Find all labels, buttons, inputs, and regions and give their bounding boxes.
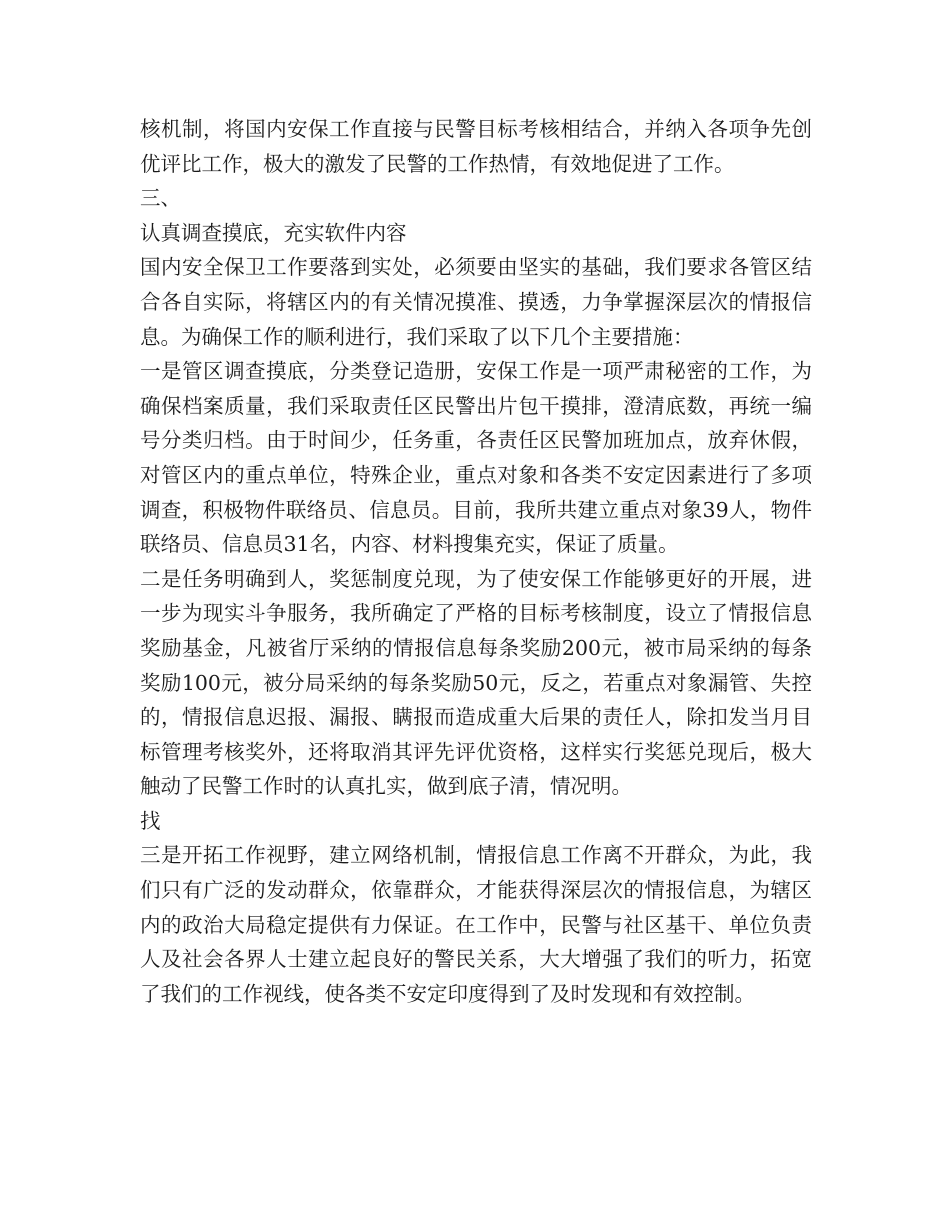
document-body (140, 112, 812, 1011)
paragraph-measure-3: 三是开拓工作视野，建立网络机制，情报信息工作离不开群众，为此，我们只有广泛的发动群众，依靠群众，才能获得深层次的情报信息，为辖区内的政治大局稳定提供有力保证。在工作中，民警与社区基干、单位负责人及社会各界人士建立起良好的警民关系，大大增强了我们的听力，拓宽了我们的工作视线，使各类不安定印度得到了及时发现和有效控制。 (140, 843, 812, 1006)
section-number: 三、 (140, 186, 181, 211)
paragraph-measure-1: 一是管区调查摸底，分类登记造册，安保工作是一项严肃秘密的工作，为确保档案质量，我们采取责任区民警出片包干摸排，澄清底数，再统一编号分类归档。由于时间少，任务重，各责任区民警加班加点，放弃休假，对管区内的重点单位，特殊企业，重点对象和各类不安定因素进行了多项调查，积极物件联络员、信息员。目前，我所共建立重点对象39人，物件联络员、信息员31名，内容、材料搜集充实，保证了质量。 (140, 359, 812, 557)
stray-character: 找 (140, 808, 161, 833)
section-heading: 认真调查摸底，充实软件内容 (140, 220, 407, 245)
paragraph-intro: 国内安全保卫工作要落到实处，必须要由坚实的基础，我们要求各管区结合各自实际，将辖区内的有关情况摸准、摸透，力争掌握深层次的情报信息。为确保工作的顺利进行，我们采取了以下几个主要措施： (140, 255, 812, 349)
paragraph-measure-2: 二是任务明确到人，奖惩制度兑现，为了使安保工作能够更好的开展，进一步为现实斗争服务，我所确定了严格的目标考核制度，设立了情报信息奖励基金，凡被省厅采纳的情报信息每条奖励200元，被市局采纳的每条奖励100元，被分局采纳的每条奖励50元，反之，若重点对象漏管、失控的，情报信息迟报、漏报、瞒报而造成重大后果的责任人，除扣发当月目标管理考核奖外，还将取消其评先评优资格，这样实行奖惩兑现后，极大触动了民警工作时的认真扎实，做到底子清，情况明。 (140, 566, 812, 799)
paragraph-1: 核机制，将国内安保工作直接与民警目标考核相结合，并纳入各项争先创优评比工作，极大的激发了民警的工作热情，有效地促进了工作。 (140, 117, 812, 176)
